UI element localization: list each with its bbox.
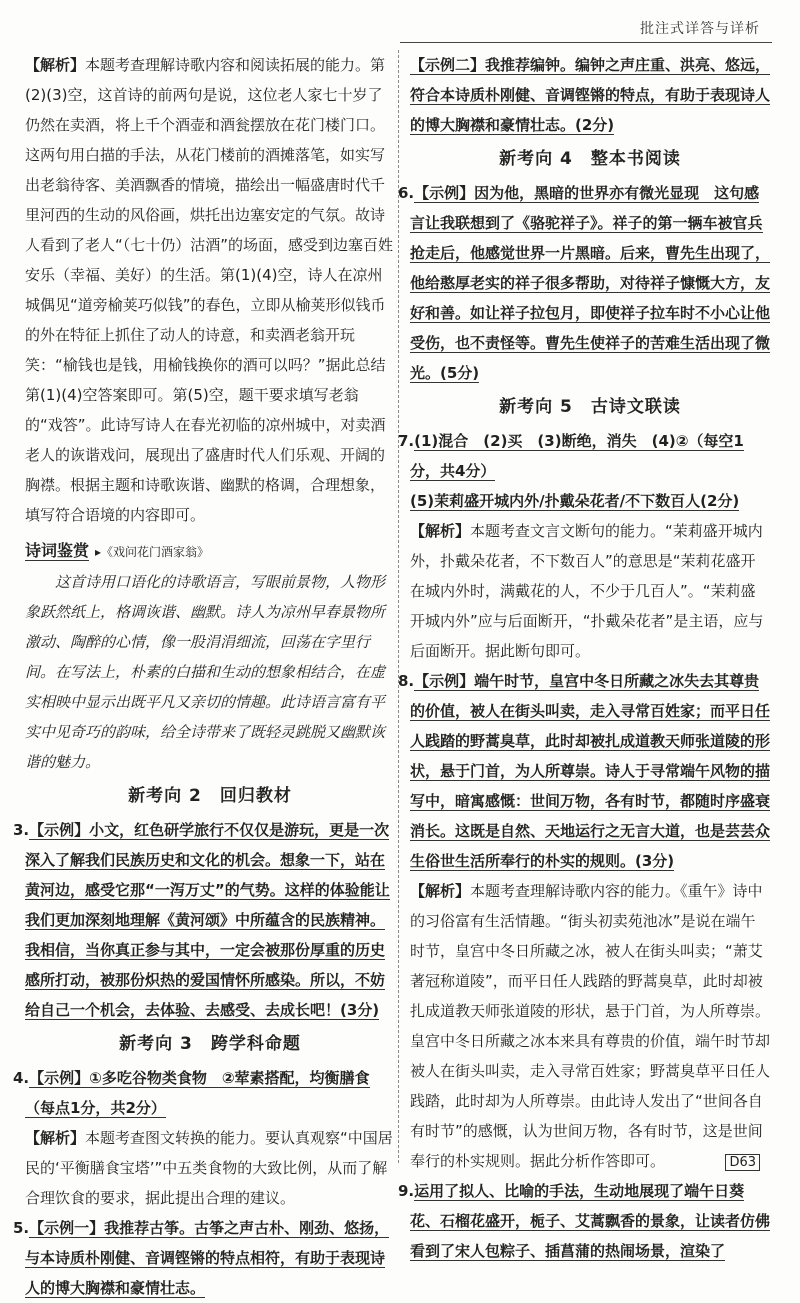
question-5: [13, 1213, 395, 1303]
header-rule: [400, 42, 772, 43]
question-8: [398, 666, 771, 876]
question-4-analysis: [25, 1123, 395, 1213]
question-7-analysis: [410, 516, 770, 666]
question-5-example-2: [410, 50, 770, 140]
question-7: [398, 426, 770, 486]
question-7-number: 7.: [398, 432, 415, 450]
right-column: [398, 50, 771, 1266]
question-7-answer-2: [410, 486, 770, 516]
question-4: [13, 1063, 395, 1123]
analysis-text: 本题考查理解诗歌内容和阅读拓展的能力。第(2)(3)空，这首诗的前两句是说，这位老人家七十岁了仍然在卖酒，将上千个酒壶和酒瓮摆放在花门楼门口。这两句用白描的手法，从花门楼前的酒摊落笔，如实写出老翁待客、美酒飘香的情境，描绘出一幅盛唐时代千里河西的生动的风俗画，烘托出边塞安定的气氛。故诗人看到了老人“（七十仍）沽酒”的场面，感受到边塞百姓安乐（幸福、美好）的生活。第(1)(4)空，诗人在凉州城偶见“道旁榆荚巧似钱”的春色，立即从榆荚形似钱币的外在特征上抓住了动人的诗意，和卖酒老翁开玩笑：“榆钱也是钱，用榆钱换你的酒可以吗？”据此总结第(1)(4)空答案即可。第(5)空，题干要求填写老翁的“戏答”。此诗写诗人在春光初临的凉州城中，对卖酒老人的诙谐戏问，展现出了盛唐时代人们乐观、开阔的胸襟。根据主题和诗歌诙谐、幽默的格调，合理想象，填写符合语境的内容即可。: [25, 56, 394, 524]
question-3-answer: 【示例】小文，红色研学旅行不仅仅是游玩，更是一次深入了解我们民族历史和文化的机会。想象一下，站在黄河边，感受它那“一泻万丈”的气势。这样的体验能让我们更加深刻地理解《黄河颂》中所蕴含的民族精神。我相信，当你真正参与其中，一定会被那份厚重的历史感所打动，被那份炽热的爱国情怀所感染。所以，不妨给自己一个机会，去体验、去感受、去成长吧！(3分): [25, 821, 390, 1019]
header-title: 批注式详答与详析: [640, 21, 760, 37]
question-4-number: 4.: [13, 1069, 30, 1087]
question-4-answer: 【示例】①多吃谷物类食物 ②荤素搭配，均衡膳食（每点1分，共2分）: [25, 1069, 370, 1117]
question-7-answer-line2: (5)茉莉盛开城内外/扑戴朵花者/不下数百人(2分): [410, 492, 740, 510]
question-5-number: 5.: [13, 1219, 30, 1237]
question-5-answer: 【示例一】我推荐古筝。古筝之声古朴、刚劲、悠扬，与本诗质朴刚健、音调铿锵的特点相符，有助于表现诗人的博大胸襟和豪情壮志。: [25, 1219, 390, 1297]
analysis-tag: 【解析】: [25, 56, 86, 74]
section-heading-4: 新考向 4 整本书阅读: [499, 149, 681, 169]
appreciation-title: 诗词鉴赏: [25, 541, 90, 560]
question-8-analysis: [410, 876, 770, 1176]
analysis-paragraph: [25, 50, 395, 530]
appreciation-heading: [25, 536, 395, 567]
question-9-answer: 运用了拟人、比喻的手法，生动地展现了端午日葵花、石榴花盛开，栀子、艾蒿飘香的景象，让读者仿佛看到了宋人包粽子、插菖蒲的热闹场景，渲染了: [410, 1182, 771, 1260]
section-heading-2: 新考向 2 回归教材: [128, 786, 292, 806]
question-9-number: 9.: [398, 1182, 415, 1200]
page-number: D63: [725, 1154, 760, 1171]
column-divider: [398, 50, 399, 1163]
analysis-text: 本题考查理解诗歌内容的能力。《重午》诗中的习俗富有生活情趣。“街头初卖苑池冰”是说在端午时节，皇宫中冬日所藏之冰，被人在街头叫卖；“萧艾著冠称道陵”，而平日任人践踏的野蒿臭草，此时却被扎成道教天师张道陵的形状，悬于门首，为人所尊崇。皇宫中冬日所藏之冰本来具有尊贵的价值，端午时节却被人在街头叫卖，走入寻常百姓家；野蒿臭草平日任人践踏，此时却为人所尊崇。由此诗人发出了“世间各自有时节”的感慨，认为世间万物，各有时节，这是世间奉行的朴实规则。据此分析作答即可。: [410, 882, 771, 1170]
analysis-tag: 【解析】: [25, 1129, 86, 1147]
question-6-number: 6.: [398, 184, 415, 202]
analysis-text: 本题考查文言文断句的能力。“茉莉盛开城内外，扑戴朵花者，不下数百人”的意思是“茉莉花盛开在城内外时，满戴花的人，不少于几百人”。“茉莉盛开城内外”应与后面断开，“扑戴朵花者”是主语，应与后面断开。据此断句即可。: [410, 522, 764, 660]
question-5-answer-2: 【示例二】我推荐编钟。编钟之声庄重、洪亮、悠远，符合本诗质朴刚健、音调铿锵的特点，有助于表现诗人的博大胸襟和豪情壮志。(2分): [410, 56, 771, 134]
analysis-tag: 【解析】: [410, 522, 471, 540]
question-3-number: 3.: [13, 821, 30, 839]
analysis-text: 本题考查图文转换的能力。要认真观察“中国居民的‘平衡膳食宝塔’”中五类食物的大致比例，从而了解合理饮食的要求，据此提出合理的建议。: [25, 1129, 393, 1207]
question-8-number: 8.: [398, 672, 415, 690]
section-heading-5: 新考向 5 古诗文联读: [499, 397, 681, 417]
question-6-answer: 【示例】因为他，黑暗的世界亦有微光显现 这句感言让我联想到了《骆驼祥子》。祥子的第一辆车被官兵抢走后，他感觉世界一片黑暗。后来，曹先生出现了，他给憨厚老实的祥子很多帮助，对待祥子慷慨大方，友好和善。如让祥子拉包月，即使祥子拉车时不小心让他受伤，也不责怪等。曹先生使祥子的苦难生活出现了微光。(5分): [410, 184, 771, 382]
question-7-answer: (1)混合 (2)买 (3)断绝，消失 (4)②（每空1分，共4分）: [410, 432, 744, 480]
appreciation-subtitle: ▸《戏问花门酒家翁》: [95, 545, 210, 559]
question-3: [13, 815, 395, 1025]
section-heading-3: 新考向 3 跨学科命题: [119, 1034, 301, 1054]
question-9: [398, 1176, 771, 1266]
appreciation-text: 这首诗用口语化的诗歌语言，写眼前景物，人物形象跃然纸上，格调诙谐、幽默。诗人为凉州早春景物所激动、陶醉的心情，像一股涓涓细流，回荡在字里行间。在写法上，朴素的白描和生动的想象相结合，在虚实相映中显示出既平凡又亲切的情趣。此诗语言富有平实中见奇巧的韵味，给全诗带来了既轻灵跳脱又幽默诙谐的魅力。: [25, 573, 386, 771]
analysis-tag: 【解析】: [410, 882, 471, 900]
question-6: [398, 178, 771, 388]
question-8-answer: 【示例】端午时节，皇宫中冬日所藏之冰失去其尊贵的价值，被人在街头叫卖，走入寻常百姓家；而平日任人践踏的野蒿臭草，此时却被扎成道教天师张道陵的形状，悬于门首，为人所尊崇。诗人于寻常端午风物的描写中，暗寓感慨：世间万物，各有时节，都随时序盛衰消长。这既是自然、天地运行之无言大道，也是芸芸众生俗世生活所奉行的朴实的规则。(3分): [410, 672, 771, 870]
left-column: [13, 50, 395, 1303]
